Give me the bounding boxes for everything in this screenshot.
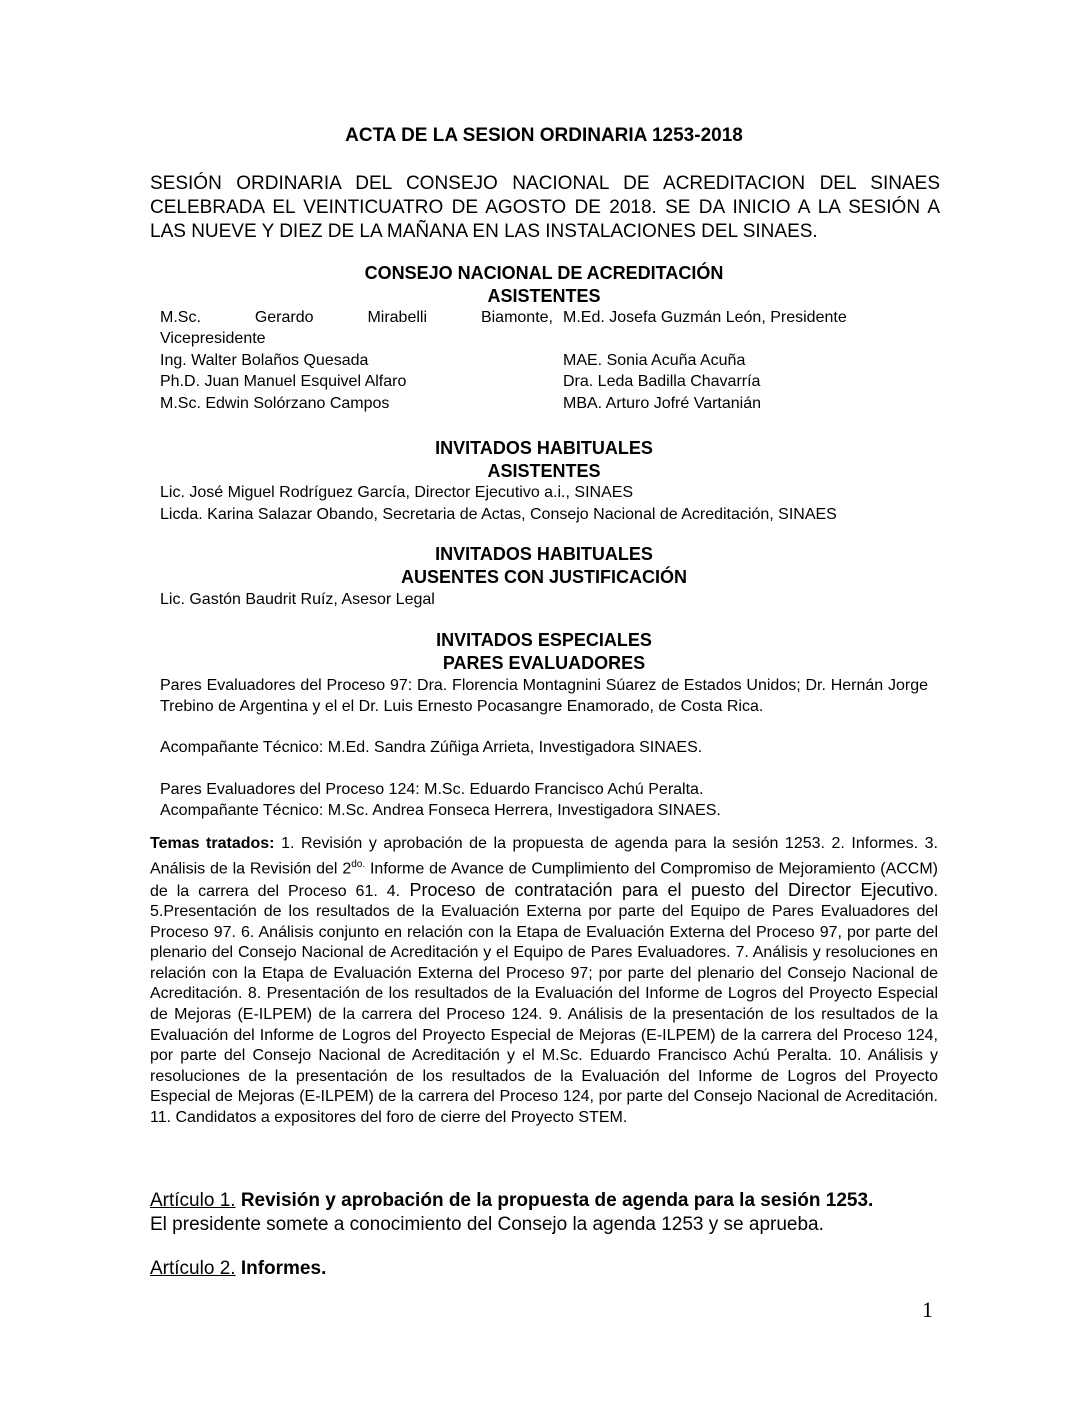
member-presidente: M.Ed. Josefa Guzmán León, Presidente xyxy=(563,309,847,326)
pares-124: Pares Evaluadores del Proceso 124: M.Sc. Eduardo Francisco Achú Peralta. xyxy=(160,781,704,798)
ausentes-subheading: AUSENTES CON JUSTIFICACIÓN xyxy=(400,567,688,587)
especiales-subheading: PARES EVALUADORES xyxy=(442,653,646,673)
articulo-1-title: Revisión y aprobación de la propuesta de agenda para la sesión 1253. xyxy=(235,1190,874,1211)
member-vicepresidente xyxy=(160,307,553,328)
articulo-1-text: El presidente somete a conocimiento del Consejo la agenda 1253 y se aprueba. xyxy=(150,1214,824,1235)
member-name: Ing. Walter Bolaños Quesada xyxy=(160,352,369,369)
articulo-1-label: Artículo 1. xyxy=(150,1190,236,1211)
name-word: Gerardo xyxy=(254,309,314,326)
member-name: Ph.D. Juan Manuel Esquivel Alfaro xyxy=(160,373,407,390)
name-word: M.Sc. xyxy=(160,309,201,326)
acompanante-97: Acompañante Técnico: M.Ed. Sandra Zúñiga Arrieta, Investigadora SINAES. xyxy=(160,739,703,756)
member-name: MAE. Sonia Acuña Acuña xyxy=(563,352,746,369)
name-word: Mirabelli xyxy=(367,309,428,326)
member-name: MBA. Arturo Jofré Vartanián xyxy=(563,395,762,412)
articulo-2-label: Artículo 2. xyxy=(150,1258,236,1279)
temas-text: . 5.Presentación de los resultados de la Evaluación Externa por parte del Equipo de Pares Evaluadores del Proceso 97. 6. Análisis conjunto en relación con la Etapa de Evaluación Externa del Proceso 97, por parte del plenario del Consejo Nacional de Acreditación y el Equipo de Pares Evaluadores. 7. Análisis y resoluciones en relación con la Etapa de Evaluación Externa del Proceso 97; por parte del plenario del Consejo Nacional de Acreditación. 8. Presentación de los resultados de la Evaluación del Informe de Logros del Proyecto Especial de Mejoras (E-ILPEM) de la carrera del Proceso 124. 9. Análisis de la presentación de los resultados de la Evaluación del Informe de Logros del Proyecto Especial de Mejoras (E-ILPEM) de la carrera del Proceso 124, por parte del Consejo Nacional de Acreditación y el M.Sc. Eduardo Francisco Achú Peralta. 10. Análisis y resoluciones de la presentación de los resultados de la Evaluación del Informe de Logros del Proyecto Especial de Mejoras (E-ILPEM) de la carrera del Proceso 124, por parte del Consejo Nacional de Acreditación. 11. Candidatos a expositores del foro de cierre del Proyecto STEM. xyxy=(150,882,938,1127)
name-word: Biamonte, xyxy=(480,309,553,326)
acompanante-124: Acompañante Técnico: M.Sc. Andrea Fonseca Herrera, Investigadora SINAES. xyxy=(160,802,721,819)
ausente-name: Lic. Gastón Baudrit Ruíz, Asesor Legal xyxy=(160,591,435,608)
ausentes-heading: INVITADOS HABITUALES xyxy=(435,544,653,564)
articulo-1-heading xyxy=(150,1189,940,1213)
temas-text: Informe de Avance de Cumplimiento del Compromiso de Mejoramiento (ACCM) de la carrera del Proceso 61. 4. xyxy=(150,859,938,900)
invitado-name: Lic. José Miguel Rodríguez García, Director Ejecutivo a.i., SINAES xyxy=(160,484,634,501)
temas-text-large: Proceso de contratación para el puesto del Director Ejecutivo xyxy=(400,879,934,900)
temas-tratados xyxy=(150,834,938,1129)
invitado-name: Licda. Karina Salazar Obando, Secretaria de Actas, Consejo Nacional de Acreditación, SINAES xyxy=(160,506,837,523)
articulo-2-title: Informes. xyxy=(235,1258,327,1279)
temas-text: 1. Revisión y aprobación de la propuesta de agenda para la sesión 1253. 2. Informes. 3. Análisis de la Revisión del 2 xyxy=(150,835,938,877)
temas-label: Temas tratados: xyxy=(150,835,275,852)
temas-superscript: do. xyxy=(351,858,366,870)
consejo-subheading: ASISTENTES xyxy=(487,286,601,306)
member-role: Vicepresidente xyxy=(160,330,266,347)
document-title: ACTA DE LA SESION ORDINARIA 1253-2018 xyxy=(345,125,743,146)
member-name: M.Sc. Edwin Solórzano Campos xyxy=(160,395,390,412)
invitados-heading: INVITADOS HABITUALES xyxy=(435,438,653,458)
invitados-subheading: ASISTENTES xyxy=(487,461,601,481)
consejo-heading: CONSEJO NACIONAL DE ACREDITACIÓN xyxy=(364,263,724,283)
page-number: 1 xyxy=(922,1297,933,1322)
especiales-heading: INVITADOS ESPECIALES xyxy=(436,630,652,650)
session-intro: SESIÓN ORDINARIA DEL CONSEJO NACIONAL DE ACREDITACION DEL SINAES CELEBRADA EL VEINTICUATRO DE AGOSTO DE 2018. SE DA INICIO A LA SESIÓN A LAS NUEVE Y DIEZ DE LA MAÑANA EN LAS INSTALACIONES DEL SINAES. xyxy=(150,173,940,242)
pares-97: Pares Evaluadores del Proceso 97: Dra. Florencia Montagnini Súarez de Estados Unidos; Dr. Hernán Jorge Trebino de Argentina y el el Dr. Luis Ernesto Pocasangre Enamorado, de Costa Rica. xyxy=(160,677,928,715)
member-name: Dra. Leda Badilla Chavarría xyxy=(563,373,761,390)
articulo-2-heading xyxy=(150,1257,940,1281)
